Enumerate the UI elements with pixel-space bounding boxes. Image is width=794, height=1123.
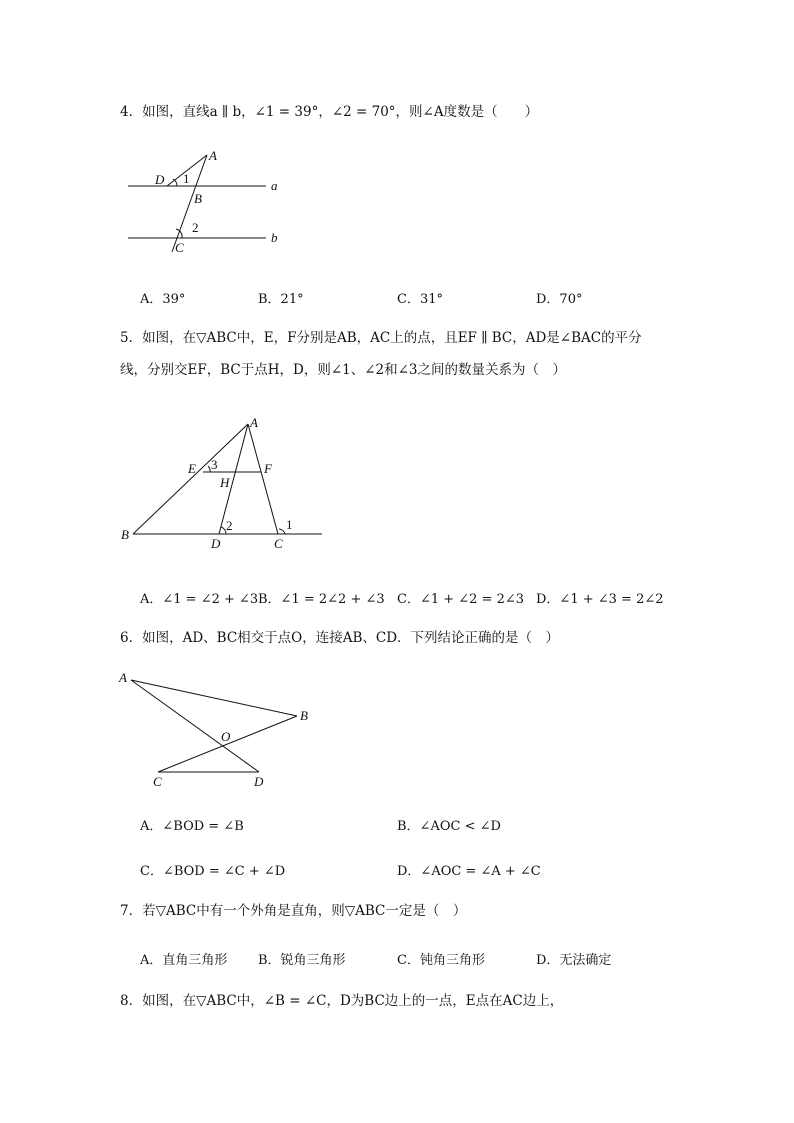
q7-option-b[interactable]: B．锐角三角形 [258,953,346,968]
label-h-point: H [220,475,230,490]
label-a-point: A [250,415,258,430]
label-b-point: B [194,191,202,206]
label-a-point: A [209,148,217,163]
label-line-a: a [271,178,278,193]
q5-stem-line-1: 5．如图，在▽ABC中，E，F分别是AB，AC上的点，且EF ∥ BC，AD是∠BAC的平分 [120,330,642,346]
label-a-point: A [119,670,127,685]
label-c-point: C [274,536,283,551]
label-angle-1: 1 [183,171,190,186]
q4-option-c[interactable]: C．31° [397,292,443,307]
label-angle-2: 2 [226,518,233,533]
q6-option-b[interactable]: B．∠AOC < ∠D [397,819,501,834]
side-ac [248,424,278,534]
label-e-point: E [188,461,196,476]
label-d-point: D [211,536,221,551]
q5-figure [120,412,335,552]
q5-option-c[interactable]: C．∠1 + ∠2 = 2∠3 [397,592,525,607]
q8-stem: 8．如图，在▽ABC中，∠B = ∠C，D为BC边上的一点，E点在AC边上， [120,993,564,1009]
label-o-point: O [221,729,231,744]
q4-option-d[interactable]: D．70° [536,292,583,307]
label-c-point: C [175,240,184,255]
q7-option-d[interactable]: D．无法确定 [536,953,612,968]
q4-option-b[interactable]: B．21° [258,292,304,307]
q4-figure [120,148,320,258]
label-b-point: B [300,708,308,723]
label-f-point: F [264,461,272,476]
label-c-point: C [153,774,162,789]
q5-option-b[interactable]: B．∠1 = 2∠2 + ∠3 [258,592,385,607]
label-d-point: D [254,774,264,789]
q6-figure [115,666,320,791]
q5-option-a[interactable]: A．∠1 = ∠2 + ∠3 [140,592,259,607]
q7-stem: 7．若▽ABC中有一个外角是直角，则▽ABC一定是（ ） [120,903,467,919]
segment-bc [158,716,297,772]
label-angle-2: 2 [192,220,199,235]
angle-1-arc [173,179,177,186]
label-angle-1: 1 [286,517,293,532]
q6-stem: 6．如图，AD、BC相交于点O，连接AB、CD．下列结论正确的是（ ） [120,630,560,646]
q7-option-c[interactable]: C．钝角三角形 [397,953,485,968]
q6-option-c[interactable]: C．∠BOD = ∠C + ∠D [140,864,286,879]
label-d-point: D [155,172,165,187]
q4-option-a[interactable]: A．39° [140,292,186,307]
label-angle-3: 3 [211,457,218,472]
label-line-b: b [271,230,278,245]
q5-option-d[interactable]: D．∠1 + ∠3 = 2∠2 [536,592,664,607]
q4-stem: 4．如图，直线a ∥ b，∠1 = 39°，∠2 = 70°，则∠A度数是（ ） [120,104,539,120]
q7-option-a[interactable]: A．直角三角形 [140,953,228,968]
angle-3-arc [208,466,210,472]
q6-option-d[interactable]: D．∠AOC = ∠A + ∠C [397,864,541,879]
angle-1-arc [279,529,285,534]
label-b-point: B [121,527,129,542]
q6-option-a[interactable]: A．∠BOD = ∠B [140,819,244,834]
q5-stem-line-2: 线，分别交EF，BC于点H，D，则∠1、∠2和∠3之间的数量关系为（ ） [120,362,567,378]
